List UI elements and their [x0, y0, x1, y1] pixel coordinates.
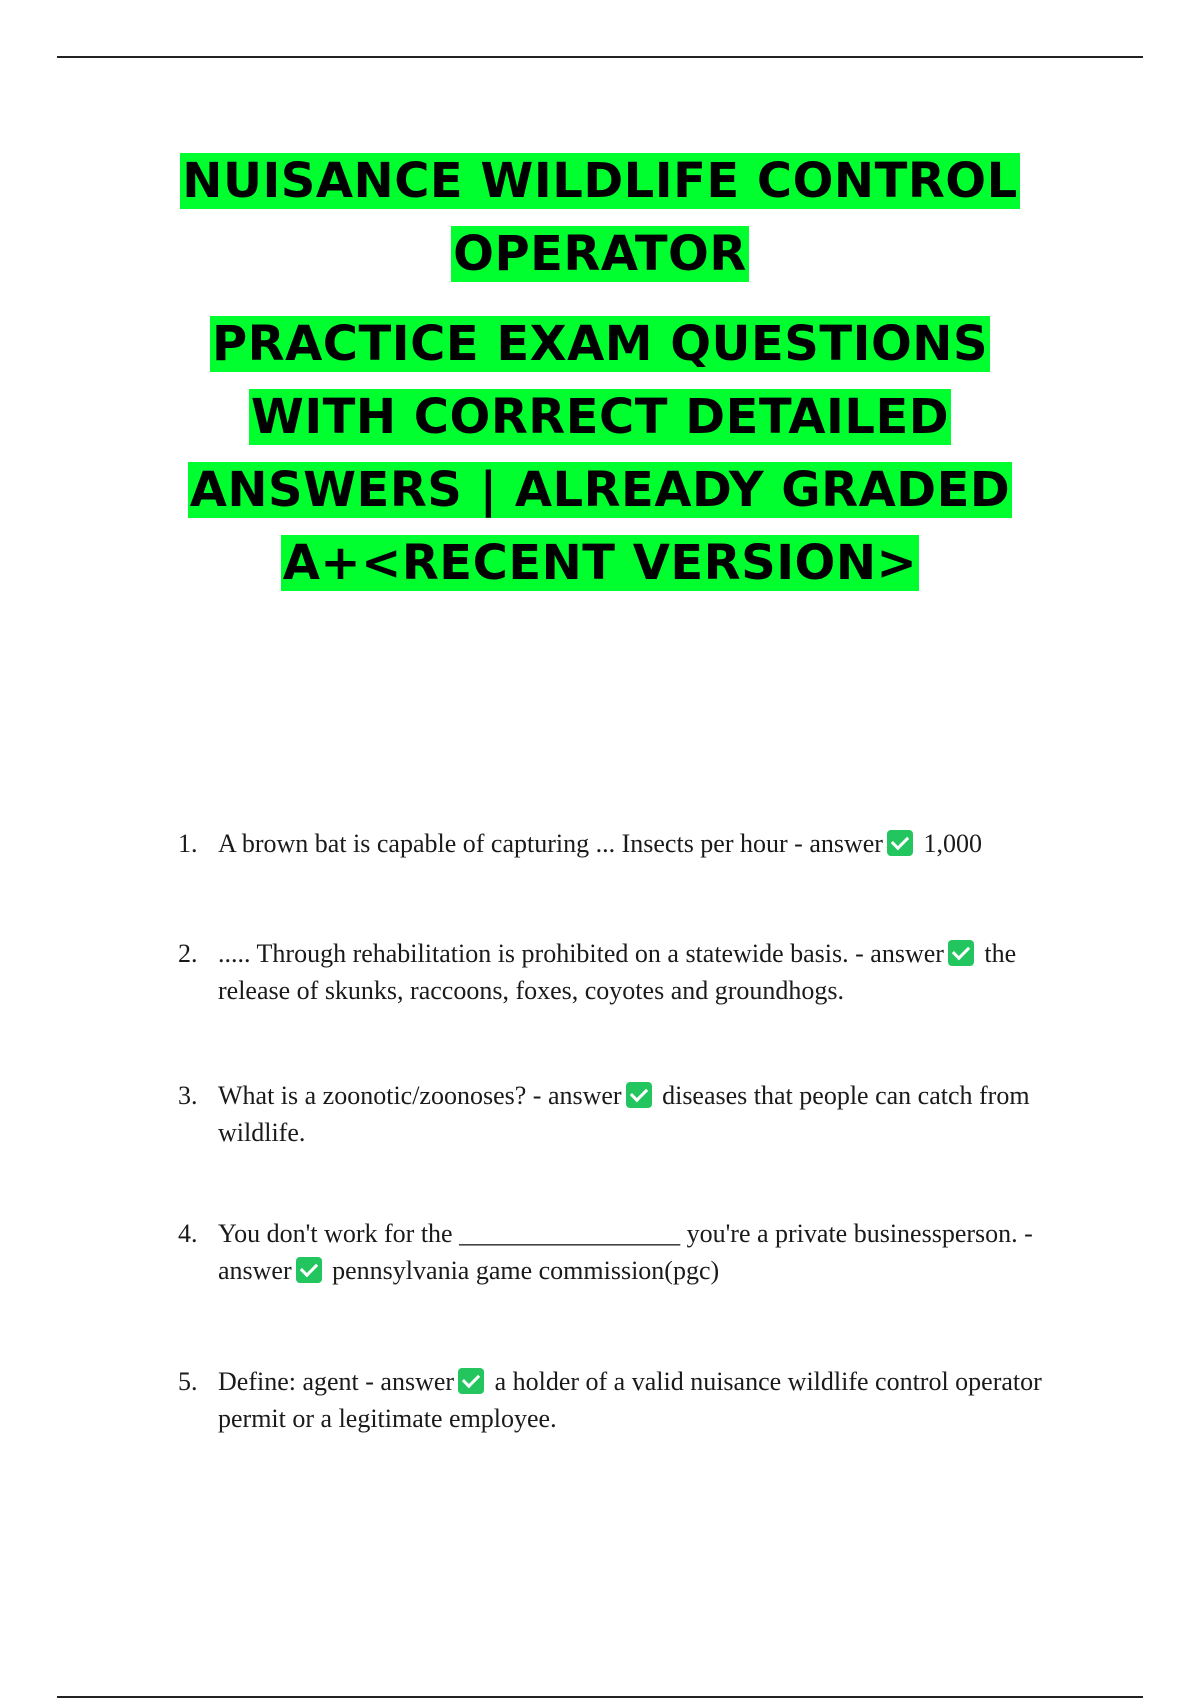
question-item: [178, 1215, 1058, 1289]
answer-text: a holder of a valid nuisance wildlife control operator permit or a legitimate employee.: [218, 1367, 1042, 1433]
document-subtitle: [0, 308, 1200, 600]
answer-text: pennsylvania game commission(pgc): [332, 1256, 720, 1285]
subtitle-line-3: ANSWERS | ALREADY GRADED: [189, 462, 1011, 518]
question-text: What is a zoonotic/zoonoses? - answer: [218, 1081, 622, 1110]
answer-text: the release of skunks, raccoons, foxes, coyotes and groundhogs.: [218, 939, 1017, 1005]
subtitle-line-1: PRACTICE EXAM QUESTIONS: [211, 316, 989, 372]
question-item: [178, 825, 1058, 862]
question-number: 1.: [178, 829, 198, 858]
question-item: [178, 1077, 1058, 1151]
question-number: 3.: [178, 1081, 198, 1110]
subtitle-line-2: WITH CORRECT DETAILED: [250, 389, 950, 445]
top-rule: [57, 56, 1143, 58]
subtitle-line-4: A+<RECENT VERSION>: [282, 535, 918, 591]
check-icon: [887, 830, 913, 856]
question-item: [178, 1363, 1058, 1437]
bottom-rule: [57, 1696, 1143, 1698]
check-icon: [458, 1368, 484, 1394]
question-number: 5.: [178, 1367, 198, 1396]
check-icon: [296, 1257, 322, 1283]
question-item: [178, 935, 1058, 1009]
question-number: 4.: [178, 1219, 198, 1248]
question-number: 2.: [178, 939, 198, 968]
question-text: ..... Through rehabilitation is prohibited on a statewide basis. - answer: [218, 939, 944, 968]
check-icon: [626, 1082, 652, 1108]
document-title: [0, 145, 1200, 291]
question-text: A brown bat is capable of capturing ... Insects per hour - answer: [218, 829, 883, 858]
title-line-1: NUISANCE WILDLIFE CONTROL: [182, 153, 1018, 209]
check-icon: [948, 940, 974, 966]
question-text: Define: agent - answer: [218, 1367, 455, 1396]
question-text: You don't work for the _________________ you're a private businessperson. - answer: [218, 1219, 1033, 1285]
answer-text: 1,000: [923, 829, 982, 858]
answer-text: diseases that people can catch from wildlife.: [218, 1081, 1030, 1147]
title-line-2: OPERATOR: [453, 226, 747, 282]
